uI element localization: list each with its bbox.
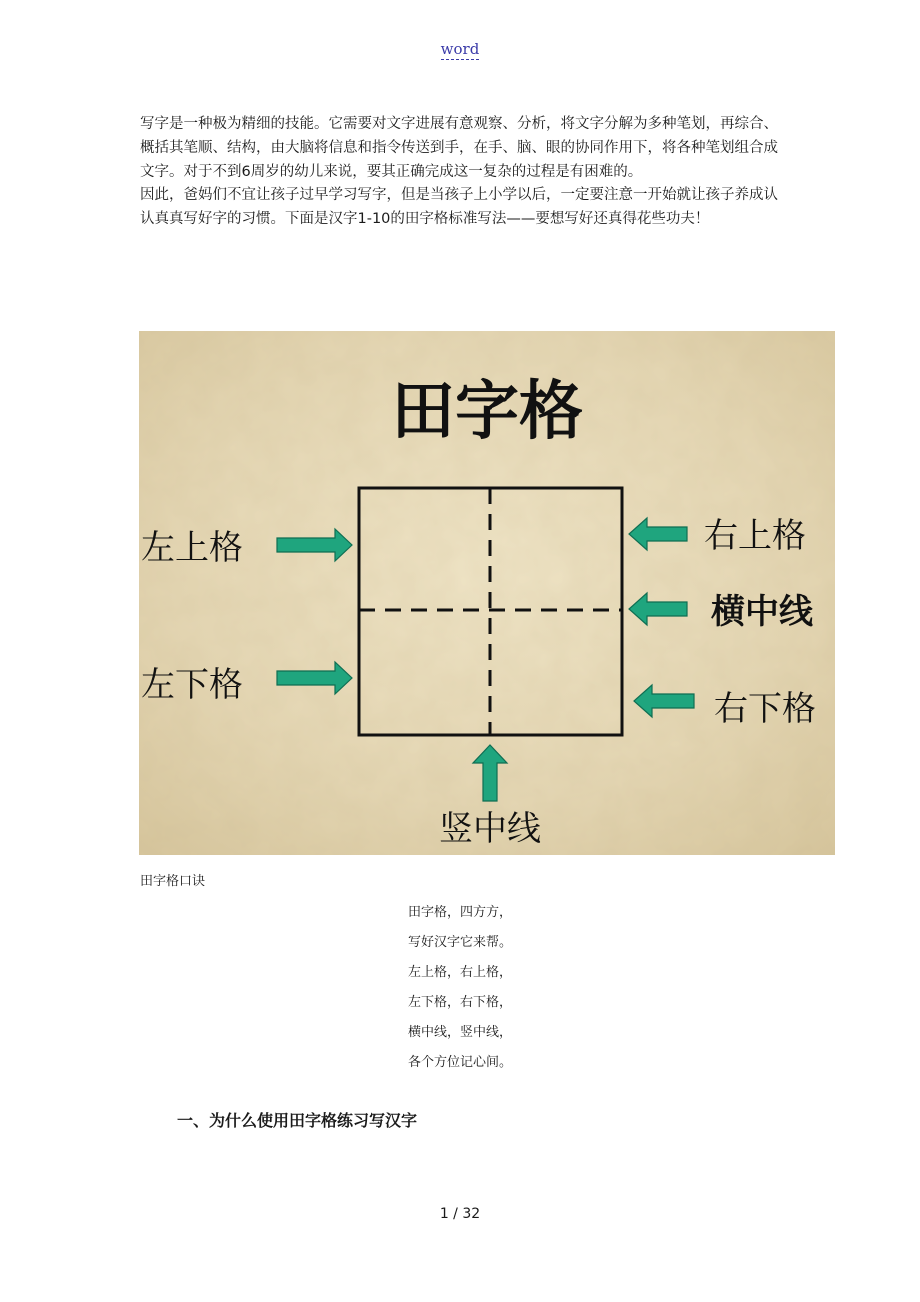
label-top-left-cell: 左上格 — [141, 528, 243, 568]
page-number: 1 / 32 — [439, 1206, 481, 1222]
label-horizontal-center-line: 横中线 — [711, 592, 813, 632]
figure-caption: 田字格口诀 — [140, 874, 206, 889]
section-heading: 一、为什么使用田字格练习写汉字 — [177, 1111, 418, 1130]
poem-line: 左上格，右上格， — [407, 965, 512, 980]
intro-paragraph-2: 因此，爸妈们不宜让孩子过早学习写字，但是当孩子上小学以后，一定要注意一开始就让孩子养成认认真真写好字的习惯。下面是汉字1-10的田字格标准写法——要想写好还真得花些功夫！ — [140, 187, 778, 228]
label-top-right-cell: 右上格 — [704, 516, 806, 556]
intro-paragraph-1: 写字是一种极为精细的技能。它需要对文字进展有意观察、分析，将文字分解为多种笔划，再综合、概括其笔顺、结构，由大脑将信息和指令传送到手，在手、脑、眼的协同作用下，将各种笔划组合成文字。对于不到6周岁的幼儿来说，要其正确完成这一复杂的过程是有困难的。 — [140, 116, 778, 180]
tianzige-diagram — [139, 331, 835, 855]
poem-line: 写好汉字它来帮。 — [407, 935, 512, 950]
label-bottom-left-cell: 左下格 — [141, 665, 243, 705]
label-bottom-right-cell: 右下格 — [714, 689, 816, 729]
poem-line: 各个方位记心间。 — [407, 1055, 512, 1070]
poem-line: 田字格，四方方， — [407, 905, 512, 920]
header-word-link[interactable] — [0, 40, 920, 58]
header-word-link-text[interactable]: word — [440, 40, 480, 58]
intro-text — [140, 113, 785, 232]
diagram-title: 田字格 — [391, 375, 583, 449]
poem-line: 左下格，右下格， — [407, 995, 512, 1010]
label-vertical-center-line: 竖中线 — [439, 809, 541, 849]
mnemonic-poem — [0, 898, 920, 1078]
poem-line: 横中线，竖中线， — [407, 1025, 512, 1040]
